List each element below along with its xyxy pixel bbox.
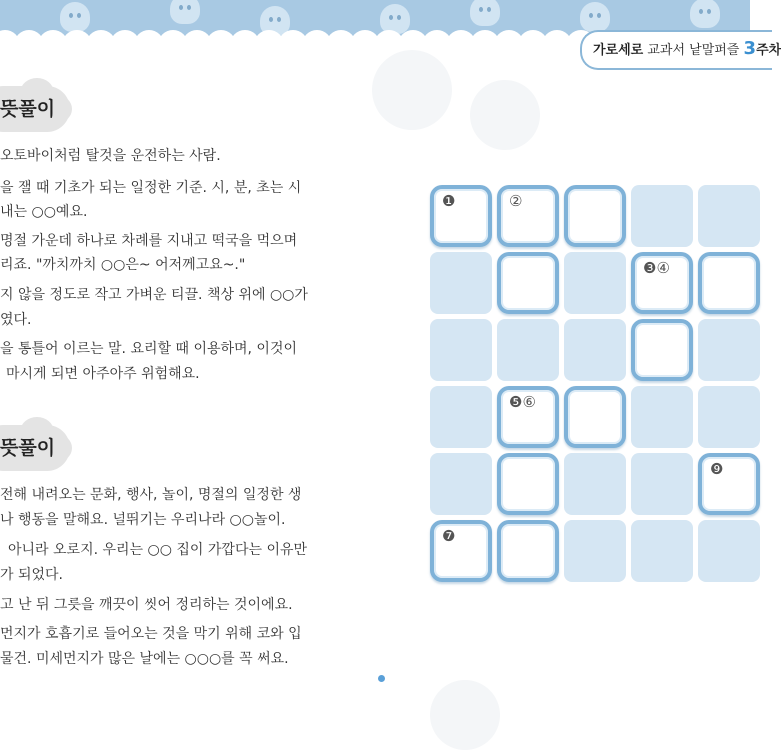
- puzzle-blank-cell: [631, 185, 693, 247]
- clue-line: 마시게 되면 아주아주 위험해요.: [6, 366, 200, 382]
- puzzle-answer-cell[interactable]: [497, 520, 559, 582]
- puzzle-answer-cell[interactable]: [698, 453, 760, 515]
- puzzle-blank-cell: [564, 453, 626, 515]
- page-dot: [378, 675, 385, 682]
- down-section-label: 뜻풀이: [0, 437, 56, 459]
- puzzle-answer-cell[interactable]: [631, 319, 693, 381]
- week-suffix: 주차: [756, 43, 781, 58]
- puzzle-blank-cell: [698, 319, 760, 381]
- clue-line: 나 행동을 말해요. 널뛰기는 우리나라 ○○놀이.: [0, 512, 286, 528]
- puzzle-blank-cell: [430, 319, 492, 381]
- puzzle-answer-cell[interactable]: [564, 185, 626, 247]
- clue-line: 을 잴 때 기초가 되는 일정한 기준. 시, 분, 초는 시: [0, 180, 302, 196]
- ghost-icon: [690, 0, 720, 28]
- puzzle-answer-cell[interactable]: [497, 453, 559, 515]
- clue-line: 오토바이처럼 탈것을 운전하는 사람.: [0, 148, 221, 164]
- clue-number: ❶: [442, 192, 456, 210]
- puzzle-answer-cell[interactable]: [430, 520, 492, 582]
- clue-line: 가 되었다.: [0, 567, 63, 583]
- clue-line: 지 않을 정도로 작고 가벼운 티끌. 책상 위에 ○○가: [0, 287, 308, 303]
- puzzle-blank-cell: [698, 386, 760, 448]
- background-flower: [430, 680, 500, 750]
- puzzle-blank-cell: [631, 520, 693, 582]
- puzzle-blank-cell: [631, 453, 693, 515]
- puzzle-answer-cell[interactable]: [497, 185, 559, 247]
- ghost-icon: [470, 0, 500, 26]
- clue-number: ❼: [442, 527, 456, 545]
- clue-number: ❺⑥: [509, 393, 536, 411]
- puzzle-blank-cell: [497, 319, 559, 381]
- clue-number: ❾: [710, 460, 724, 478]
- clue-line: 물건. 미세먼지가 많은 날에는 ○○○를 꼭 써요.: [0, 651, 289, 667]
- puzzle-answer-cell[interactable]: [497, 252, 559, 314]
- puzzle-answer-cell[interactable]: [564, 386, 626, 448]
- clue-number: ❸④: [643, 259, 670, 277]
- puzzle-answer-cell[interactable]: [698, 252, 760, 314]
- background-flower: [470, 80, 540, 150]
- ghost-icon: [170, 0, 200, 24]
- week-number: 3: [743, 38, 757, 59]
- clue-line: 였다.: [0, 312, 32, 328]
- book-title: [593, 38, 781, 59]
- puzzle-blank-cell: [564, 319, 626, 381]
- puzzle-blank-cell: [564, 252, 626, 314]
- clue-line: 먼지가 호흡기로 들어오는 것을 막기 위해 코와 입: [0, 626, 302, 642]
- clue-line: 명절 가운데 하나로 차례를 지내고 떡국을 먹으며: [0, 233, 298, 249]
- book-title-rest: 교과서 낱말퍼즐: [643, 43, 744, 58]
- puzzle-answer-cell[interactable]: [497, 386, 559, 448]
- puzzle-blank-cell: [564, 520, 626, 582]
- background-flower: [372, 50, 452, 130]
- puzzle-blank-cell: [698, 520, 760, 582]
- puzzle-blank-cell: [430, 453, 492, 515]
- clue-line: 고 난 뒤 그릇을 깨끗이 씻어 정리하는 것이에요.: [0, 597, 293, 613]
- ghost-icon: [60, 2, 90, 32]
- ghost-icon: [580, 2, 610, 32]
- clue-line: 리죠. "까치까치 ○○은~ 어저께고요~.": [0, 257, 246, 273]
- clue-number: ②: [509, 192, 523, 210]
- book-title-bold: 가로세로: [593, 43, 644, 58]
- clue-line: 아니라 오로지. 우리는 ○○ 집이 가깝다는 이유만: [8, 542, 308, 558]
- puzzle-blank-cell: [631, 386, 693, 448]
- puzzle-blank-cell: [430, 252, 492, 314]
- puzzle-answer-cell[interactable]: [631, 252, 693, 314]
- puzzle-answer-cell[interactable]: [430, 185, 492, 247]
- clue-line: 을 통틀어 이르는 말. 요리할 때 이용하며, 이것이: [0, 341, 298, 357]
- across-section-label: 뜻풀이: [0, 98, 56, 120]
- puzzle-blank-cell: [698, 185, 760, 247]
- puzzle-blank-cell: [430, 386, 492, 448]
- clue-line: 내는 ○○예요.: [0, 204, 88, 220]
- clue-line: 전해 내려오는 문화, 행사, 놀이, 명절의 일정한 생: [0, 487, 302, 503]
